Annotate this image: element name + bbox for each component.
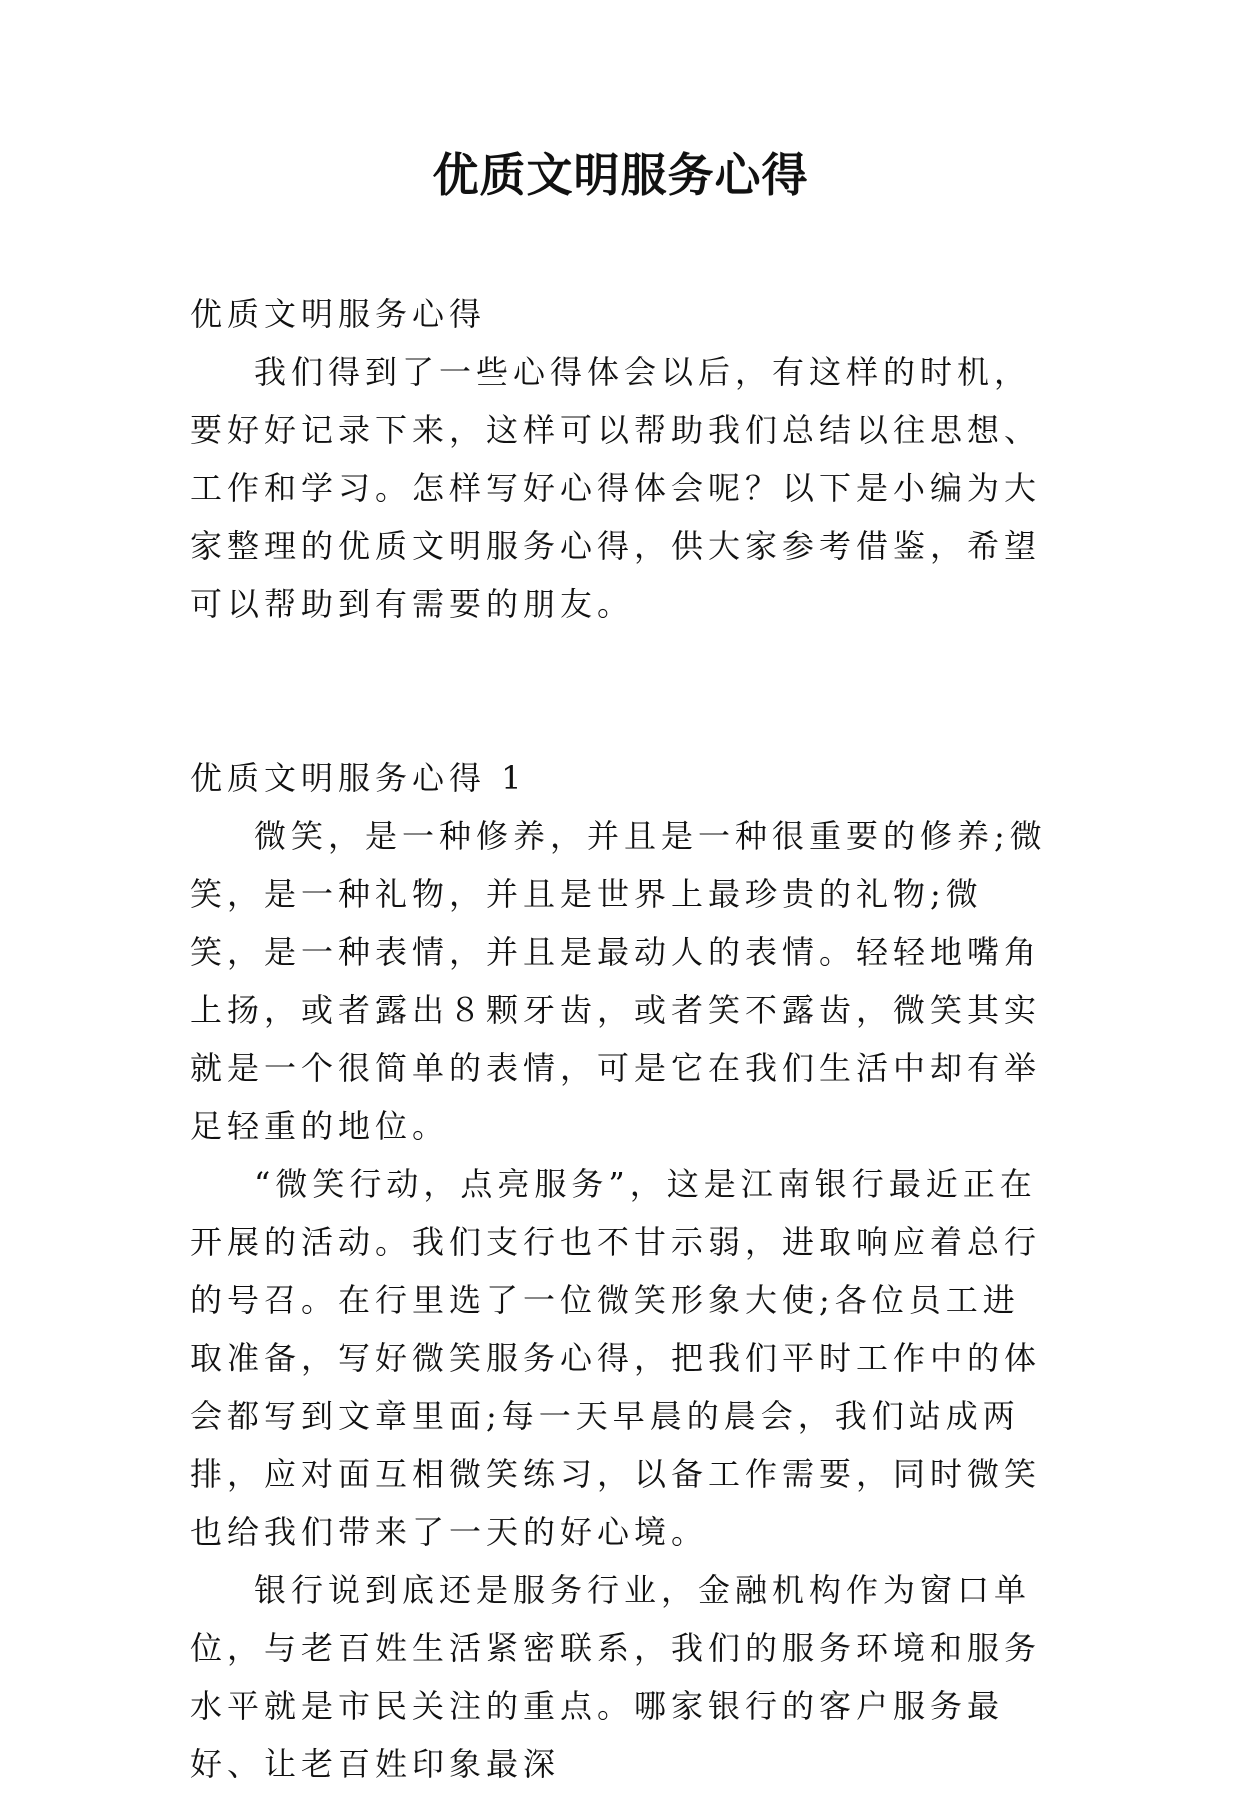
section-spacer <box>190 633 1055 749</box>
section-paragraph-2: “微笑行动，点亮服务”，这是江南银行最近正在开展的活动。我们支行也不甘示弱，进取响应着总行的号召。在行里选了一位微笑形象大使;各位员工进取准备，写好微笑服务心得，把我们平时工作中的体会都写到文章里面;每一天早晨的晨会，我们站成两排，应对面互相微笑练习，以备工作需要，同时微笑也给我们带来了一天的好心境。 <box>190 1165 1042 1551</box>
section-paragraph-1: 微笑，是一种修养，并且是一种很重要的修养;微笑，是一种礼物，并且是世界上最珍贵的礼物;微笑，是一种表情，并且是最动人的表情。轻轻地嘴角上扬，或者露出８颗牙齿，或者笑不露齿，微笑其实就是一个很简单的表情，可是它在我们生活中却有举足轻重的地位。 <box>190 817 1047 1145</box>
document-body <box>190 285 1055 1793</box>
section-paragraph-3: 银行说到底还是服务行业，金融机构作为窗口单位，与老百姓生活紧密联系，我们的服务环境和服务水平就是市民关注的重点。哪家银行的客户服务最好、让老百姓印象最深 <box>190 1571 1042 1783</box>
section-heading: 优质文明服务心得 1 <box>190 759 527 797</box>
page-title: 优质文明服务心得 <box>432 148 809 202</box>
document-subtitle: 优质文明服务心得 <box>190 295 487 333</box>
intro-paragraph: 我们得到了一些心得体会以后，有这样的时机，要好好记录下来，这样可以帮助我们总结以往思想、工作和学习。怎样写好心得体会呢？以下是小编为大家整理的优质文明服务心得，供大家参考借鉴，希望可以帮助到有需要的朋友。 <box>190 353 1042 623</box>
